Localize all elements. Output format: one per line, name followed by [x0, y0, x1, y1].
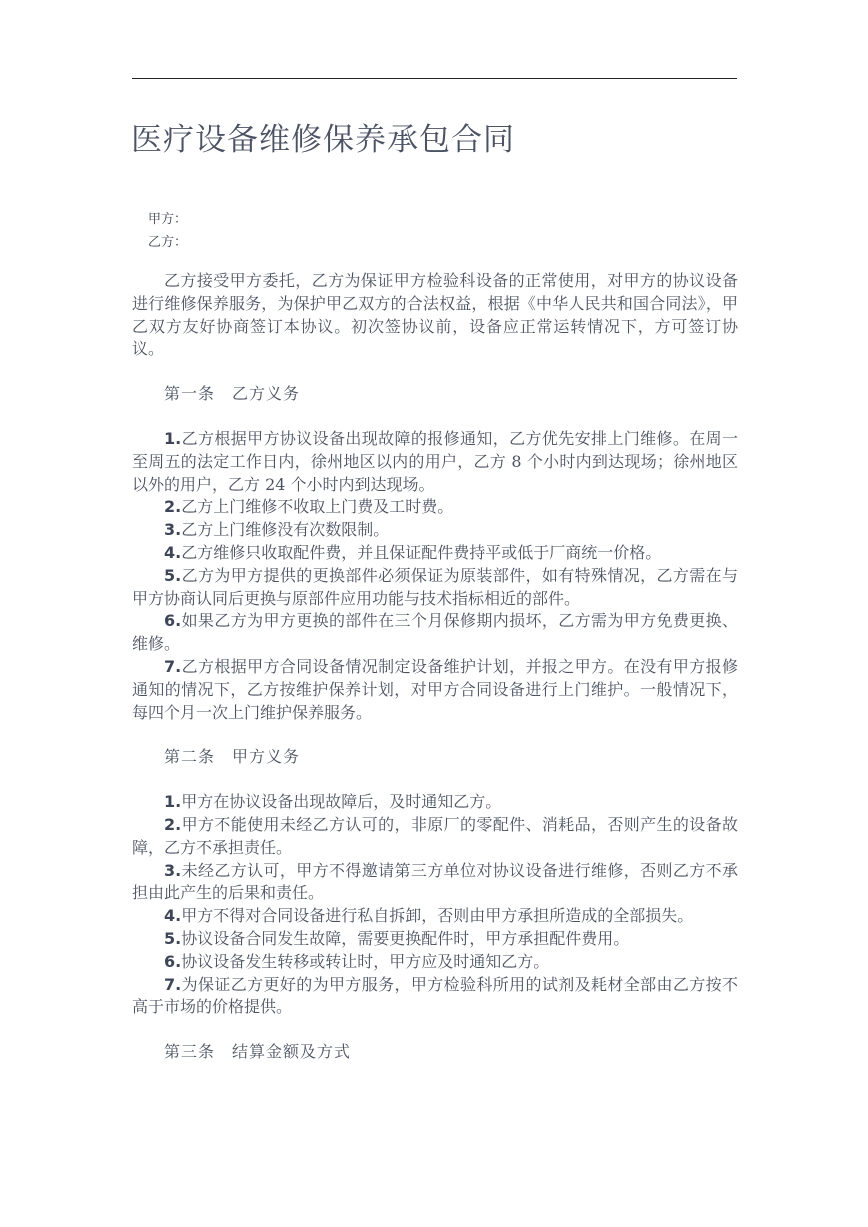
clause-text: 甲方在协议设备出现故障后，及时通知乙方。: [181, 792, 502, 812]
clause-item: 1.甲方在协议设备出现故障后，及时通知乙方。: [164, 792, 502, 812]
clause-text: 为保证乙方更好的为甲方服务，甲方检验科所用的试剂及耗材全部由乙方按不高于市场的价格提供。: [132, 974, 738, 1017]
contract-body: [132, 270, 738, 1086]
clause-text: 乙方上门维修不收取上门费及工时费。: [181, 497, 454, 517]
clause-item: 1.乙方根据甲方协议设备出现故障的报修通知，乙方优先安排上门维修。在周一至周五的法定工作日内，徐州地区以内的用户，乙方 8 个小时内到达现场；徐州地区以外的用户，乙方 24 个小时内到达现场。: [132, 428, 738, 494]
clause-number: 1: [164, 792, 176, 812]
party-a-label: 甲方：: [148, 212, 188, 227]
section-1-heading: 第一条 乙方义务: [164, 384, 301, 404]
clause-item: 3.乙方上门维修没有次数限制。: [164, 520, 390, 540]
clause-text: 如果乙方为甲方更换的部件在三个月保修期内损坏，乙方需为甲方免费更换、维修。: [132, 611, 738, 654]
clause-text: 乙方根据甲方协议设备出现故障的报修通知，乙方优先安排上门维修。在周一至周五的法定工作日内，徐州地区以内的用户，乙方 8 个小时内到达现场；徐州地区以外的用户，乙方 24 个小时内到达现场。: [132, 428, 738, 494]
clause-number: 2: [164, 497, 176, 517]
clause-number: 5: [164, 928, 176, 948]
clause-item: 7.乙方根据甲方合同设备情况制定设备维护计划，并报之甲方。在没有甲方报修通知的情况下，乙方按维护保养计划，对甲方合同设备进行上门维护。一般情况下，每四个月一次上门维护保养服务。: [132, 656, 738, 722]
clause-number: 6: [164, 951, 176, 971]
clause-item: 3.未经乙方认可，甲方不得邀请第三方单位对协议设备进行维修，否则乙方不承担由此产生的后果和责任。: [132, 860, 738, 903]
section-3-heading: 第三条 结算金额及方式: [164, 1042, 352, 1062]
clause-text: 乙方根据甲方合同设备情况制定设备维护计划，并报之甲方。在没有甲方报修通知的情况下，乙方按维护保养计划，对甲方合同设备进行上门维护。一般情况下，每四个月一次上门维护保养服务。: [132, 656, 738, 722]
intro-paragraph: 乙方接受甲方委托，乙方为保证甲方检验科设备的正常使用，对甲方的协议设备进行维修保养服务，为保护甲乙双方的合法权益，根据《中华人民共和国合同法》，甲乙双方友好协商签订本协议。初次签协议前，设备应正常运转情况下，方可签订协议。: [132, 271, 738, 359]
clause-item: 2.甲方不能使用未经乙方认可的，非原厂的零配件、消耗品，否则产生的设备故障，乙方不承担责任。: [132, 814, 738, 857]
clause-number: 6: [164, 611, 176, 631]
clause-number: 1: [164, 428, 176, 448]
clause-item: 5.协议设备合同发生故障，需要更换配件时，甲方承担配件费用。: [164, 928, 630, 948]
clause-number: 4: [164, 906, 176, 926]
clause-number: 5: [164, 565, 176, 585]
clause-text: 甲方不得对合同设备进行私自拆卸，否则由甲方承担所造成的全部损失。: [181, 906, 694, 926]
document-title: 医疗设备维修保养承包合同: [131, 122, 515, 158]
clause-item: 2.乙方上门维修不收取上门费及工时费。: [164, 497, 454, 517]
clause-text: 未经乙方认可，甲方不得邀请第三方单位对协议设备进行维修，否则乙方不承担由此产生的后果和责任。: [132, 860, 738, 903]
clause-item: 6.协议设备发生转移或转让时，甲方应及时通知乙方。: [164, 951, 550, 971]
clause-text: 乙方上门维修没有次数限制。: [181, 520, 390, 540]
clause-text: 甲方不能使用未经乙方认可的，非原厂的零配件、消耗品，否则产生的设备故障，乙方不承担责任。: [132, 814, 738, 857]
clause-number: 3: [164, 860, 176, 880]
clause-text: 协议设备发生转移或转让时，甲方应及时通知乙方。: [181, 951, 550, 971]
clause-number: 4: [164, 542, 176, 562]
clause-number: 7: [164, 974, 176, 994]
clause-text: 乙方维修只收取配件费，并且保证配件费持平或低于厂商统一价格。: [181, 542, 662, 562]
clause-item: 4.甲方不得对合同设备进行私自拆卸，否则由甲方承担所造成的全部损失。: [164, 906, 694, 926]
clause-text: 协议设备合同发生故障，需要更换配件时，甲方承担配件费用。: [181, 928, 630, 948]
clause-item: 7.为保证乙方更好的为甲方服务，甲方检验科所用的试剂及耗材全部由乙方按不高于市场的价格提供。: [132, 974, 738, 1017]
section-2-heading: 第二条 甲方义务: [164, 747, 301, 767]
clause-item: 4.乙方维修只收取配件费，并且保证配件费持平或低于厂商统一价格。: [164, 542, 662, 562]
clause-text: 乙方为甲方提供的更换部件必须保证为原装部件，如有特殊情况，乙方需在与甲方协商认同后更换与原部件应用功能与技术指标相近的部件。: [132, 565, 738, 608]
clause-item: 5.乙方为甲方提供的更换部件必须保证为原装部件，如有特殊情况，乙方需在与甲方协商认同后更换与原部件应用功能与技术指标相近的部件。: [132, 565, 738, 608]
party-b-label: 乙方：: [148, 235, 188, 250]
clause-number: 3: [164, 520, 176, 540]
clause-number: 7: [164, 656, 176, 676]
clause-item: 6.如果乙方为甲方更换的部件在三个月保修期内损坏，乙方需为甲方免费更换、维修。: [132, 611, 738, 654]
clause-number: 2: [164, 814, 176, 834]
header-rule: [132, 78, 737, 79]
